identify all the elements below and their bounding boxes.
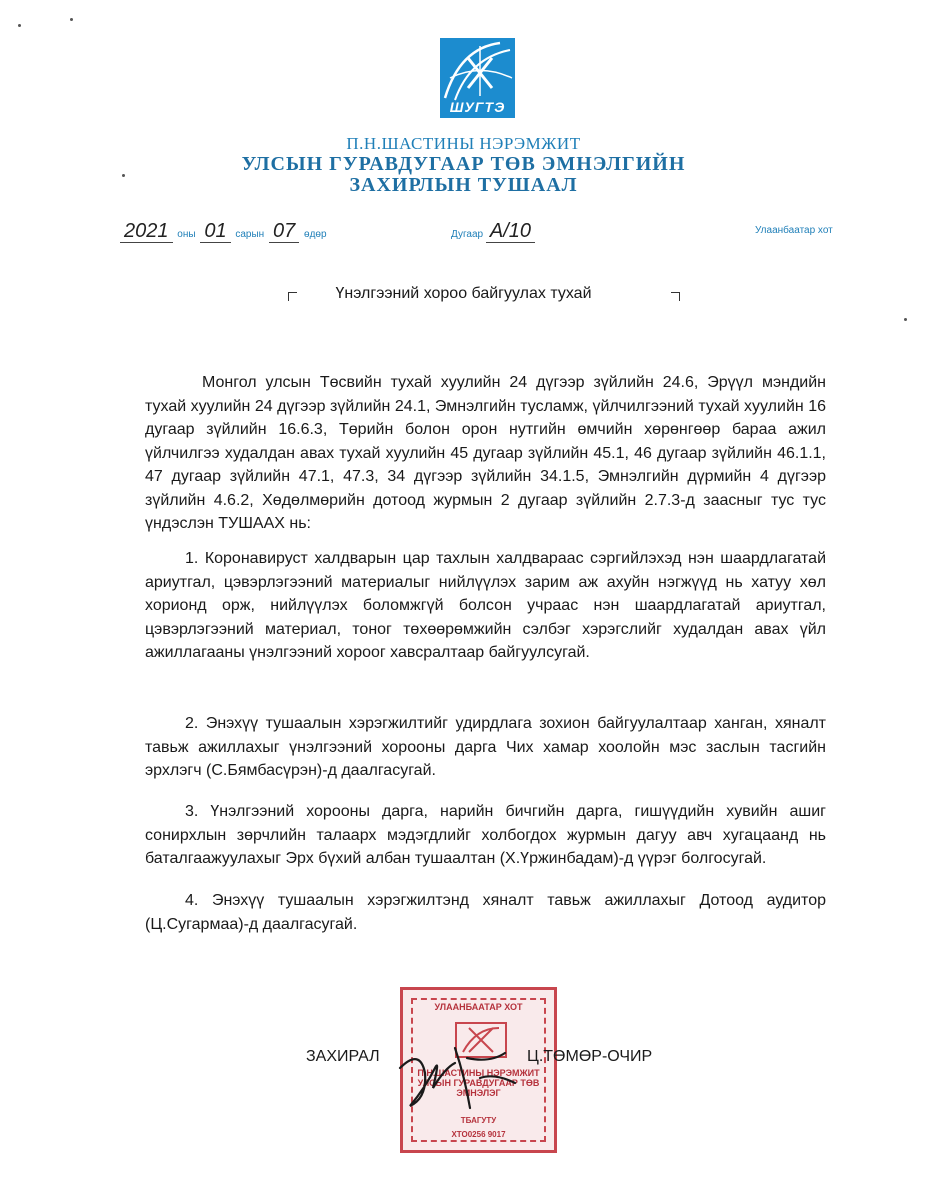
order-number: А/10 (486, 220, 535, 243)
order-number-line (451, 220, 535, 243)
scan-speck (18, 24, 21, 27)
month-label: сарын (235, 229, 265, 240)
order-item-2: 2. Энэхүү тушаалын хэрэгжилтийг удирдлага зохион байгуулалтаар ханган, хяналт тавьж ажиллахыг үнэлгээний хорооны дарга Чих хамар хоолойн мэс заслын тасгийн эрхлэгч (С.Бямбасүрэн)-д даалгасугай. (145, 715, 826, 779)
city: Улаанбаатар хот (755, 225, 833, 236)
handwritten-signature (395, 1028, 525, 1118)
day-label: өдөр (304, 229, 327, 240)
header-line-2: УЛСЫН ГУРАВДУГААР ТӨВ ЭМНЭЛГИЙН (241, 153, 686, 175)
header-line-1: П.Н.ШАСТИНЫ НЭРЭМЖИТ (346, 134, 581, 153)
scan-speck (70, 18, 73, 21)
subject-title: Үнэлгээний хороо байгуулах тухай (335, 285, 592, 302)
logo-graphic (440, 38, 515, 102)
header-line-3: ЗАХИРЛЫН ТУШААЛ (349, 174, 578, 196)
date-day: 07 (269, 220, 299, 243)
signatory-name: Ц.ТӨМӨР-ОЧИР (527, 1048, 653, 1065)
date-line (120, 220, 329, 243)
stamp-code-text: ТБАГУТУ (460, 1116, 497, 1125)
order-item-1: 1. Коронавируст халдварын цар тахлын халдвараас сэргийлэхэд нэн шаардлагатай ариутгал, цэвэрлэгээний материалыг нийлүүлэх зарим аж ахуйн нэгжүүд нь хатуу хөл хорионд орж, нийлүүлэх боломжгүй болсон учраас нэн шаардлагатай ариутгал, цэвэрлэгээний материал, тоног төхөөрөмжийн сэлбэг хэрэгслийг худалдан авах үйл ажиллагааны үнэлгээний хороог хавсралтаар байгуулсугай. (145, 550, 826, 661)
stamp-top-text: УЛААНБААТАР ХОТ (434, 1002, 523, 1012)
stamp-bottom-text: ХТО0256 9017 (451, 1130, 506, 1139)
number-label: Дугаар (451, 229, 484, 240)
date-month: 01 (200, 220, 230, 243)
order-item-4: 4. Энэхүү тушаалын хэрэгжилтэнд хяналт тавьж ажиллахыг Дотоод аудитор (Ц.Сугармаа)-д даалгасугай. (145, 892, 826, 933)
stamp-middle-text: П.Н.ШАСТИНЫ НЭРЭМЖИТ УЛСЫН ГУРАВДУГААР ТӨВ ЭМНЭЛЭГ (417, 1068, 540, 1098)
preamble-paragraph: Монгол улсын Төсвийн тухай хуулийн 24 дүгээр зүйлийн 24.6, Эрүүл мэндийн тухай хуулийн 24 дүгээр зүйлийн 24.1, Эмнэлгийн тусламж, үйлчилгээний тухай хуулийн 16 дугаар зүйлийн 16.6.3, Төрийн болон орон нутгийн өмчийн хөрөнгөөр бараа ажил үйлчилгээ худалдан авах тухай хуулийн 45 дугаар зүйлийн 45.1, 46 дугаар зүйлийн 46.1.1, 47 дугаар зүйлийн 47.1, 47.3, 34 дүгээр зүйлийн 34.1.5, Эмнэлгийн дүрмийн 4 дүгээр зүйлийн 4.6.2, Хөдөлмөрийн дотоод журмын 2 дугаар зүйлийн 2.7.3-д заасныг тус тус үндэслэн ТУШААХ нь: (145, 374, 826, 532)
subject-corner-right (671, 292, 680, 301)
scan-speck (122, 174, 125, 177)
order-item-3: 3. Үнэлгээний хорооны дарга, нарийн бичгийн дарга, гишүүдийн хувийн ашиг сонирхлын зөрчлийн талаарх мэдэгдлийг холбогдох журмын дагуу авч хугацаанд нь баталгаажуулахыг Эрх бүхий албан тушаалтан (Х.Үржинбадам)-д үүрэг болгосугай. (145, 803, 826, 867)
scan-speck (904, 318, 907, 321)
logo-text: ШУГТЭ (449, 99, 506, 115)
year-label: оны (177, 229, 196, 240)
date-year: 2021 (120, 220, 173, 243)
hospital-logo (440, 38, 515, 118)
signatory-title: ЗАХИРАЛ (306, 1048, 380, 1065)
